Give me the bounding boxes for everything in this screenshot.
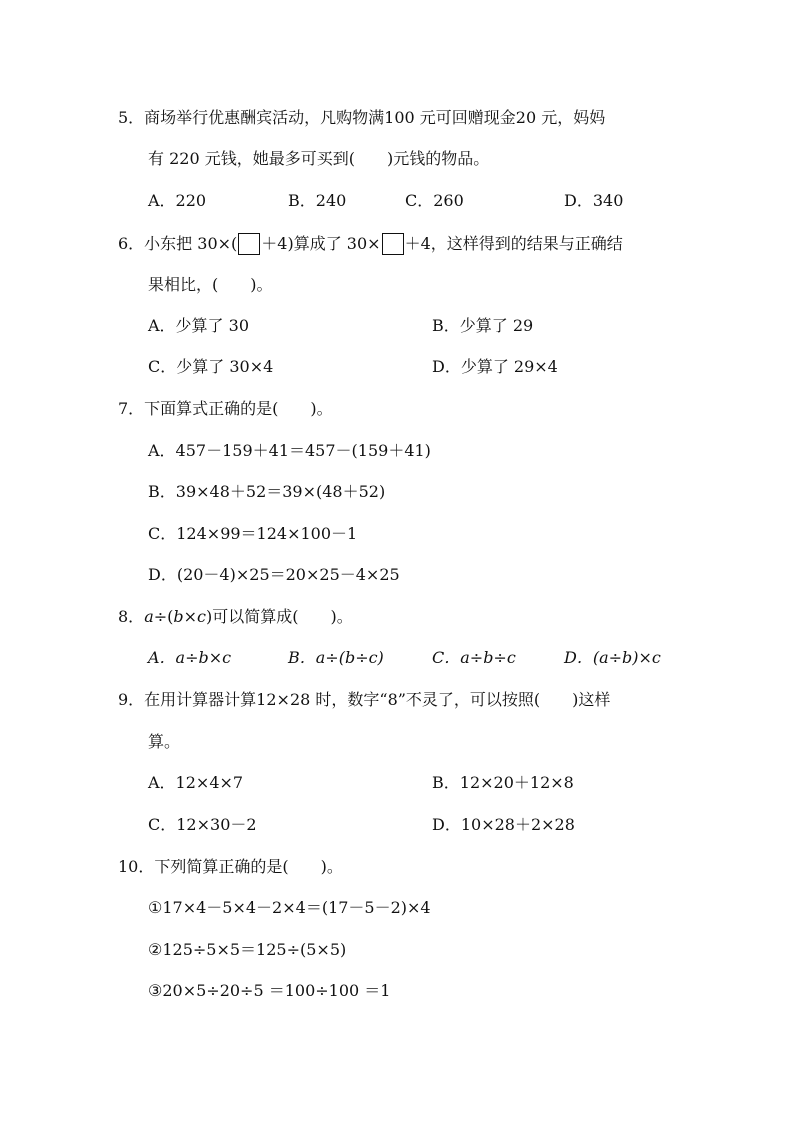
q6-option-a[interactable]: A．少算了 30 [148,316,250,335]
q8-number: 8． [118,607,145,626]
q7-option-d[interactable]: D．(20－4)×25＝20×25－4×25 [148,565,400,584]
q5-stem-line1: 5．商场举行优惠酬宾活动，凡购物满100 元可回赠现金20 元，妈妈 [118,108,606,127]
q7-option-b[interactable]: B．39×48＋52＝39×(48＋52) [148,482,386,501]
q7-option-a[interactable]: A．457－159＋41＝457－(159＋41) [148,441,431,460]
q9-option-b[interactable]: B．12×20＋12×8 [432,773,574,792]
q5-option-c[interactable]: C．260 [405,191,464,210]
q8-option-b[interactable]: B．a÷(b÷c) [288,648,384,667]
q6-option-d[interactable]: D．少算了 29×4 [432,357,558,376]
blank-box [238,233,260,255]
q8-var-b: b [173,607,184,626]
q6-option-b[interactable]: B．少算了 29 [432,316,534,335]
q9-option-c[interactable]: C．12×30－2 [148,815,257,834]
q5-option-d[interactable]: D．340 [564,191,624,210]
q9-option-a[interactable]: A．12×4×7 [148,773,244,792]
q8-option-d[interactable]: D．(a÷b)×c [564,648,661,667]
q8-stem-rest: )可以简算成( )。 [206,607,353,626]
q8-stem-mid2: × [183,607,198,626]
q6-option-c[interactable]: C．少算了 30×4 [148,357,274,376]
q6-stem-part3: ＋4，这样得到的结果与正确结 [404,234,623,253]
q10-item-2: ②125÷5×5＝125÷(5×5) [148,940,347,959]
q5-stem-line2: 有 220 元钱，她最多可买到( )元钱的物品。 [148,149,490,168]
q9-stem-line1: 9．在用计算器计算12×28 时，数字“8”不灵了，可以按照( )这样 [118,690,611,709]
q6-stem-part2: ＋4)算成了 30× [261,234,381,253]
q7-stem: 7．下面算式正确的是( )。 [118,399,333,418]
q5-option-a[interactable]: A．220 [148,191,207,210]
q8-option-c[interactable]: C．a÷b÷c [432,648,516,667]
q10-item-3: ③20×5÷20÷5 ＝100÷100 ＝1 [148,981,391,1000]
q8-var-c: c [197,607,207,626]
q6-stem-part1: 6．小东把 30×( [118,234,238,253]
blank-box [382,233,404,255]
q6-stem-line1 [118,233,623,255]
q10-item-1: ①17×4－5×4－2×4＝(17－5－2)×4 [148,898,431,917]
q9-option-d[interactable]: D．10×28＋2×28 [432,815,575,834]
q6-stem-line2: 果相比，( )。 [148,275,273,294]
q8-stem-mid1: ÷( [153,607,174,626]
q7-option-c[interactable]: C．124×99＝124×100－1 [148,524,358,543]
q9-stem-line2: 算。 [148,732,181,751]
q5-option-b[interactable]: B．240 [288,191,347,210]
q8-stem [118,607,353,627]
q8-option-a[interactable]: A．a÷b×c [148,648,232,667]
q8-var-a: a [144,607,154,626]
q10-stem: 10．下列简算正确的是( )。 [118,857,343,876]
